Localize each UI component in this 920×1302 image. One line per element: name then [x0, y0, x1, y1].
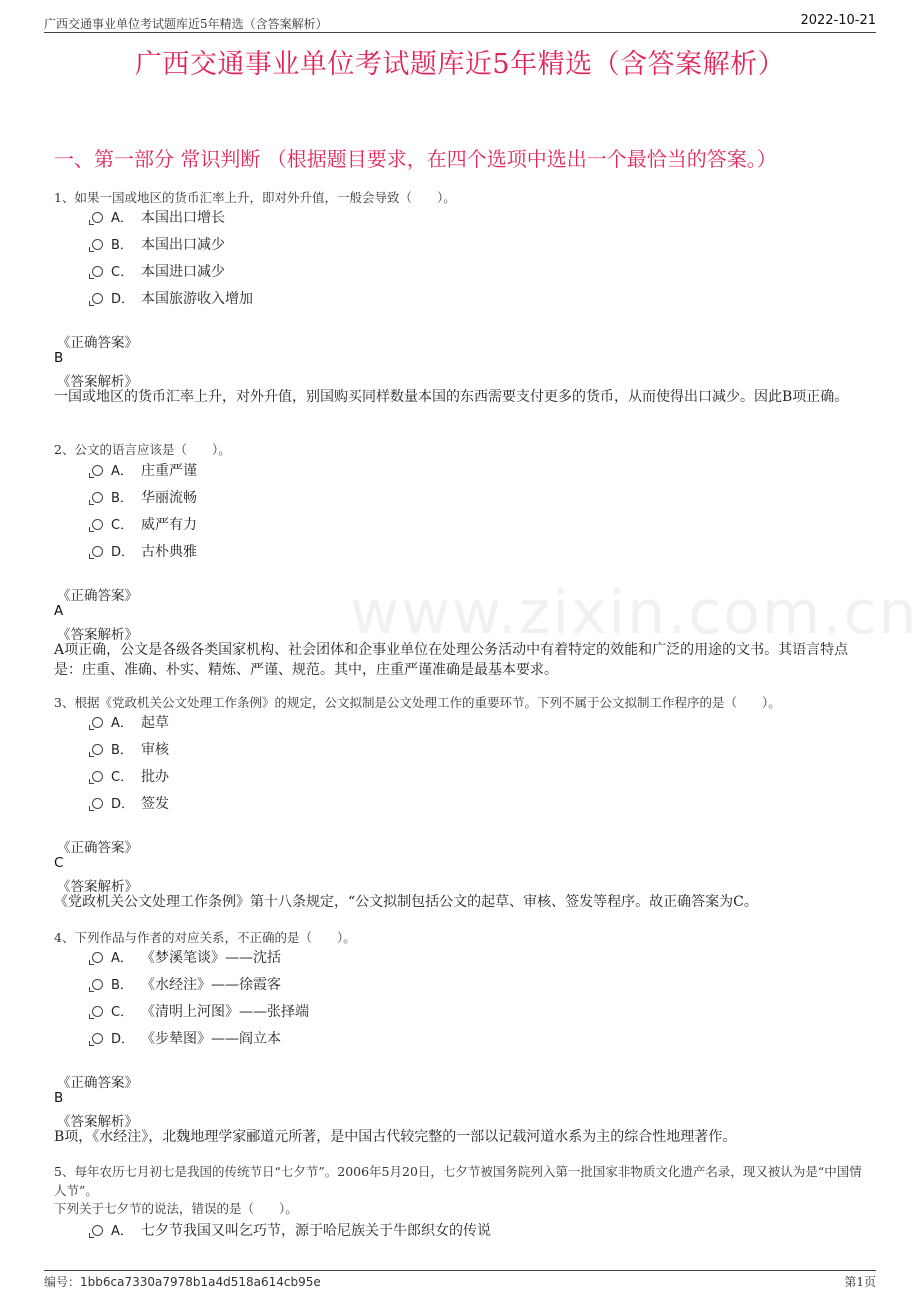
question-2-option-b[interactable]: B． 华丽流畅 [92, 488, 197, 508]
correct-answer-label: 《正确答案》 [57, 1075, 138, 1091]
explanation-label: 《答案解析》 [57, 879, 138, 895]
radio-icon[interactable] [92, 239, 103, 250]
explanation-label: 《答案解析》 [57, 627, 138, 643]
question-2-option-c[interactable]: C． 威严有力 [92, 515, 197, 535]
question-3-stem: 3、根据《党政机关公文处理工作条例》的规定，公文拟制是公文处理工作的重要环节。下列不属于公文拟制工作程序的是（ ）。 [54, 695, 781, 710]
question-4-stem: 4、下列作品与作者的对应关系，不正确的是（ ）。 [54, 930, 356, 945]
question-2-option-d[interactable]: D． 古朴典雅 [92, 542, 197, 562]
question-3-option-c[interactable]: C． 批办 [92, 767, 169, 787]
radio-icon[interactable] [92, 465, 103, 476]
question-1-option-b[interactable]: B． 本国出口减少 [92, 235, 225, 255]
radio-icon[interactable] [92, 519, 103, 530]
question-5-prompt: 下列关于七夕节的说法，错误的是（ ）。 [54, 1201, 298, 1216]
radio-icon[interactable] [92, 771, 103, 782]
question-2-stem: 2、公文的语言应该是（ ）。 [54, 442, 231, 457]
question-2-answer: A [54, 603, 64, 619]
question-3-option-a[interactable]: A． 起草 [92, 713, 169, 733]
question-3-option-b[interactable]: B． 审核 [92, 740, 169, 760]
header-date: 2022-10-21 [800, 13, 876, 28]
header-divider [44, 32, 876, 33]
page-header [44, 13, 876, 33]
page-number: 第1页 [844, 1275, 876, 1289]
question-1-option-c[interactable]: C． 本国进口减少 [92, 262, 225, 282]
question-2-option-a[interactable]: A． 庄重严谨 [92, 461, 197, 481]
radio-icon[interactable] [92, 979, 103, 990]
question-4-option-c[interactable]: C． 《清明上河图》——张择端 [92, 1002, 309, 1022]
question-4-option-b[interactable]: B． 《水经注》——徐霞客 [92, 975, 281, 995]
radio-icon[interactable] [92, 293, 103, 304]
question-4-explanation: B项，《水经注》，北魏地理学家郦道元所著，是中国古代较完整的一部以记载河道水系为主的综合性地理著作。 [54, 1129, 737, 1145]
question-1-option-d[interactable]: D． 本国旅游收入增加 [92, 289, 253, 309]
document-id [44, 1273, 321, 1290]
header-doc-title: 广西交通事业单位考试题库近5年精选（含答案解析） [44, 17, 328, 31]
question-1-answer: B [54, 350, 64, 366]
radio-icon[interactable] [92, 1225, 103, 1236]
correct-answer-label: 《正确答案》 [57, 335, 138, 351]
question-3-explanation: 《党政机关公文处理工作条例》第十八条规定，“公文拟制包括公文的起草、审核、签发等程序。故正确答案为C。 [54, 894, 758, 910]
question-1-stem: 1、如果一国或地区的货币汇率上升，即对外升值，一般会导致（ ）。 [54, 190, 456, 205]
explanation-label: 《答案解析》 [57, 1114, 138, 1130]
explanation-label: 《答案解析》 [57, 374, 138, 390]
radio-icon[interactable] [92, 744, 103, 755]
radio-icon[interactable] [92, 1033, 103, 1044]
watermark: www.zixin.com.cn [350, 578, 919, 648]
radio-icon[interactable] [92, 952, 103, 963]
radio-icon[interactable] [92, 546, 103, 557]
radio-icon[interactable] [92, 717, 103, 728]
document-id-value: 1bb6ca7330a7978b1a4d518a614cb95e [80, 1275, 321, 1289]
radio-icon[interactable] [92, 266, 103, 277]
footer-divider [44, 1270, 876, 1271]
question-2-explanation: A项正确，公文是各级各类国家机构、社会团体和企事业单位在处理公务活动中有着特定的效能和广泛的用途的文书。其语言特点是：庄重、准确、朴实、精炼、严谨、规范。其中，庄重严谨准确是最基本要求。 [54, 642, 849, 678]
question-3-option-d[interactable]: D． 签发 [92, 794, 169, 814]
page-title: 广西交通事业单位考试题库近5年精选（含答案解析） [134, 49, 786, 80]
radio-icon[interactable] [92, 1006, 103, 1017]
correct-answer-label: 《正确答案》 [57, 840, 138, 856]
section-heading: 一、第一部分 常识判断 （根据题目要求，在四个选项中选出一个最恰当的答案。） [54, 147, 777, 171]
question-4-option-a[interactable]: A． 《梦溪笔谈》——沈括 [92, 948, 281, 968]
radio-icon[interactable] [92, 212, 103, 223]
radio-icon[interactable] [92, 798, 103, 809]
question-5-option-a[interactable]: A． 七夕节我国又叫乞巧节，源于哈尼族关于牛郎织女的传说 [92, 1221, 491, 1241]
question-1-explanation: 一国或地区的货币汇率上升，对外升值，别国购买同样数量本国的东西需要支付更多的货币，从而使得出口减少。因此B项正确。 [54, 389, 849, 405]
question-3-answer: C [54, 855, 64, 871]
question-4-option-d[interactable]: D． 《步辇图》——阎立本 [92, 1029, 281, 1049]
radio-icon[interactable] [92, 492, 103, 503]
correct-answer-label: 《正确答案》 [57, 588, 138, 604]
document-id-label: 编号： [44, 1275, 81, 1289]
question-4-answer: B [54, 1090, 64, 1106]
question-5-stem: 5、每年农历七月初七是我国的传统节日“七夕节”。2006年5月20日，七夕节被国务院列入第一批国家非物质文化遗产名录，现又被认为是“中国情人节”。 [54, 1164, 862, 1198]
question-1-option-a[interactable]: A． 本国出口增长 [92, 208, 225, 228]
